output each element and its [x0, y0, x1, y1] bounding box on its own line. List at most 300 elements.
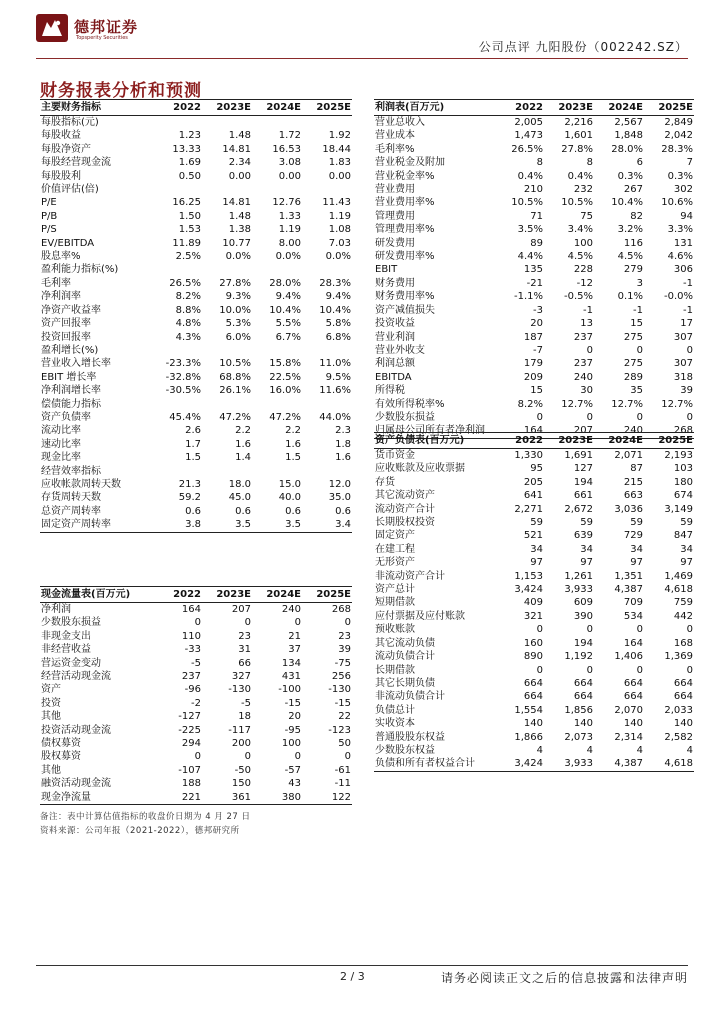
row-label: 负债和所有者权益合计 — [374, 757, 494, 771]
cell-value: -23.3% — [165, 358, 201, 370]
row-label: 营运资金变动 — [41, 657, 101, 669]
cell-value: -1 — [583, 304, 593, 316]
table-title: 现金流量表(百万元) — [40, 587, 152, 603]
row-label: 其它流动资产 — [375, 490, 435, 502]
row-label: 负债总计 — [375, 704, 415, 716]
cell-value: 10.5% — [219, 358, 251, 370]
row-label: 毛利率% — [375, 143, 415, 155]
cell-value: 97 — [630, 557, 643, 569]
row-label: 资产 — [41, 684, 61, 696]
cell-value: 3,424 — [514, 584, 543, 596]
table-row — [374, 717, 694, 730]
row-label: EBIT — [375, 264, 398, 276]
cell-value: 15 — [530, 385, 543, 397]
table-row — [40, 424, 352, 437]
cell-value: 0 — [586, 344, 593, 356]
cell-value: 0.0% — [325, 251, 351, 263]
table-row — [374, 116, 694, 130]
table-row — [374, 757, 694, 771]
cell-value: 1.19 — [328, 210, 351, 222]
table-row — [374, 156, 694, 169]
cell-value: 294 — [181, 738, 201, 750]
cell-value: 207 — [544, 424, 594, 438]
cell-value: -5 — [241, 697, 251, 709]
cell-value: 1.83 — [328, 157, 351, 169]
cell-value: -123 — [328, 724, 351, 736]
cell-value: 10.4% — [269, 304, 301, 316]
cell-value: 140 — [573, 718, 593, 730]
table-title: 主要财务指标 — [40, 100, 152, 116]
cell-value: 1,192 — [564, 651, 593, 663]
column-header: 2024E — [252, 100, 302, 116]
cell-value: 15.0 — [278, 478, 301, 490]
cell-value: 2.3 — [335, 425, 351, 437]
cell-value: 10.6% — [661, 197, 693, 209]
table-row — [374, 503, 694, 516]
cell-value: 50 — [338, 738, 351, 750]
page-number: 2 / 3 — [340, 970, 365, 983]
row-label: 非现金支出 — [41, 630, 91, 642]
row-label: 营业外收支 — [375, 344, 425, 356]
cell-value: 1.6 — [235, 438, 251, 450]
row-label: 投资 — [41, 697, 61, 709]
cell-value: 240 — [573, 371, 593, 383]
cell-value: 0 — [294, 617, 301, 629]
column-header: 2023E — [544, 100, 594, 116]
cell-value: -1 — [683, 304, 693, 316]
column-header: 2022 — [494, 100, 544, 116]
footnote-source: 资料来源：公司年报（2021-2022），德邦研究所 — [40, 826, 240, 836]
cell-value: 2,314 — [614, 731, 643, 743]
cell-value: 237 — [573, 331, 593, 343]
row-label: P/S — [41, 224, 57, 236]
cell-value: 9.3% — [225, 291, 251, 303]
table-row — [374, 489, 694, 502]
table-row — [40, 777, 352, 790]
cell-value: 1.4 — [235, 452, 251, 464]
table-row — [40, 384, 352, 397]
row-label: 营业税金率% — [375, 170, 435, 182]
row-label: 其他 — [41, 711, 61, 723]
cell-value: 5.8% — [325, 318, 351, 330]
cell-value: 0 — [294, 751, 301, 763]
cell-value: 390 — [573, 610, 593, 622]
cell-value: -50 — [234, 764, 251, 776]
cell-value — [152, 465, 202, 478]
row-label: EBITDA — [375, 371, 412, 383]
table-row — [40, 411, 352, 424]
cell-value: 10.4% — [611, 197, 643, 209]
cell-value: 2,567 — [614, 117, 643, 128]
cell-value: 664 — [573, 691, 593, 703]
cell-value: 3.5% — [517, 224, 543, 236]
cell-value: 34 — [630, 543, 643, 555]
cell-value: 87 — [630, 463, 643, 475]
cell-value: 256 — [331, 671, 351, 683]
cell-value: -1 — [683, 277, 693, 289]
row-label: 投资收益 — [375, 318, 415, 330]
cell-value: -33 — [184, 644, 201, 656]
cell-value: 209 — [523, 371, 543, 383]
cell-value: 27.8% — [561, 143, 593, 155]
cell-value: 180 — [673, 476, 693, 488]
cell-value: 2,005 — [514, 117, 543, 128]
cell-value: 1.48 — [228, 130, 251, 142]
table-row — [374, 290, 694, 303]
cell-value: 27.8% — [219, 277, 251, 289]
cell-value: 0 — [686, 624, 693, 636]
cell-value: 21.3 — [178, 478, 201, 490]
cell-value: 0.0% — [225, 251, 251, 263]
cell-value: 664 — [523, 677, 543, 689]
cell-value: 68.8% — [219, 371, 251, 383]
cell-value: 2.5% — [175, 251, 201, 263]
cell-value: 13 — [580, 318, 593, 330]
cell-value: 1.6 — [335, 452, 351, 464]
cell-value: 6 — [636, 157, 643, 169]
table-row — [40, 304, 352, 317]
cell-value: -96 — [184, 684, 201, 696]
cell-value: 194 — [573, 476, 593, 488]
row-label: 股权募资 — [41, 751, 81, 763]
cell-value: 661 — [573, 490, 593, 502]
table-row — [40, 750, 352, 763]
footnote-valuation: 备注：表中计算估值指标的收盘价日期为 4 月 27 日 — [40, 812, 251, 822]
cell-value: 664 — [673, 691, 693, 703]
cell-value: 140 — [523, 718, 543, 730]
table-row — [374, 344, 694, 357]
cell-value: 16.0% — [269, 385, 301, 397]
row-label: 实收资本 — [375, 718, 415, 730]
row-label: 货币资金 — [375, 450, 415, 461]
cell-value — [302, 116, 352, 130]
cell-value: 16.25 — [172, 197, 201, 209]
cell-value: 0.3% — [667, 170, 693, 182]
cell-value: -75 — [334, 657, 351, 669]
row-label: 应收帐款周转天数 — [41, 478, 121, 490]
table-row — [374, 543, 694, 556]
cell-value: 3.3% — [667, 224, 693, 236]
cell-value: 188 — [181, 778, 201, 790]
table-row — [40, 398, 352, 411]
row-label: 存货周转天数 — [41, 492, 101, 504]
cell-value: 26.5% — [169, 277, 201, 289]
cell-value: 97 — [680, 557, 693, 569]
cell-value: 442 — [673, 610, 693, 622]
cell-value: 122 — [302, 791, 352, 805]
cell-value: 2,582 — [664, 731, 693, 743]
cell-value: 7.03 — [328, 237, 351, 249]
cell-value — [152, 116, 202, 130]
cell-value: 3.4% — [567, 224, 593, 236]
cell-value: 321 — [523, 610, 543, 622]
table-row — [374, 237, 694, 250]
cell-value: 2.34 — [228, 157, 251, 169]
cell-value: 34 — [580, 543, 593, 555]
row-label: 现金比率 — [41, 452, 81, 464]
cell-value: 1.33 — [278, 210, 301, 222]
cell-value: 1.69 — [178, 157, 201, 169]
cell-value — [152, 398, 202, 411]
row-label: 少数股东损益 — [41, 617, 101, 629]
cell-value: 39 — [338, 644, 351, 656]
cell-value: 21 — [288, 630, 301, 642]
table-header-row — [374, 433, 694, 449]
cell-value: 1,866 — [514, 731, 543, 743]
cell-value: 0.6 — [335, 505, 351, 517]
row-label: 利润总额 — [375, 358, 415, 370]
cell-value: 431 — [281, 671, 301, 683]
header-divider — [36, 58, 688, 59]
cell-value: 110 — [181, 630, 201, 642]
row-label: 债权募资 — [41, 738, 81, 750]
table-row — [40, 183, 352, 196]
cell-value: 3 — [636, 277, 643, 289]
row-label: 每股股利 — [41, 170, 81, 182]
cell-value: 89 — [530, 237, 543, 249]
cell-value: 31 — [238, 644, 251, 656]
row-label: 偿债能力指标 — [41, 398, 101, 410]
cell-value: 1.7 — [185, 438, 201, 450]
cell-value: 1,261 — [564, 570, 593, 582]
cell-value — [202, 183, 252, 196]
cell-value: 28.0% — [611, 143, 643, 155]
cell-value: 10.4% — [319, 304, 351, 316]
cell-value: 0.4% — [567, 170, 593, 182]
table-row — [374, 357, 694, 370]
row-label: 普通股股东权益 — [375, 731, 445, 743]
table-row — [374, 744, 694, 757]
row-label: 速动比率 — [41, 438, 81, 450]
cell-value — [252, 344, 302, 357]
row-label: 非流动资产合计 — [375, 570, 445, 582]
table-row — [374, 183, 694, 196]
row-label: 固定资产 — [375, 530, 415, 542]
table-row — [40, 170, 352, 183]
cell-value: 97 — [530, 557, 543, 569]
cell-value: 100 — [573, 237, 593, 249]
cell-value: 59 — [530, 517, 543, 529]
cell-value: 35 — [630, 385, 643, 397]
table-row — [374, 210, 694, 223]
cell-value: 26.5% — [511, 143, 543, 155]
cell-value: 164 — [623, 637, 643, 649]
cell-value: 4.3% — [175, 331, 201, 343]
table-row — [40, 465, 352, 478]
cell-value: 664 — [523, 691, 543, 703]
cell-value: 327 — [231, 671, 251, 683]
cell-value: 1,554 — [514, 704, 543, 716]
cell-value: 302 — [673, 184, 693, 196]
cell-value: 1.6 — [285, 438, 301, 450]
cell-value: 0 — [586, 411, 593, 423]
cell-value: 168 — [673, 637, 693, 649]
table-row — [40, 129, 352, 142]
cell-value: 8 — [536, 157, 543, 169]
cell-value: 268 — [644, 424, 694, 438]
cell-value: 9.4% — [325, 291, 351, 303]
cell-value: 759 — [673, 597, 693, 609]
row-label: P/B — [41, 210, 58, 222]
table-header-row — [40, 100, 352, 116]
row-label: 应收账款及应收票据 — [375, 463, 465, 475]
cell-value: 3,424 — [494, 757, 544, 771]
cell-value: 3,933 — [564, 584, 593, 596]
table-row — [40, 603, 352, 617]
table-row — [374, 277, 694, 290]
cell-value: 664 — [673, 677, 693, 689]
cell-value: 0 — [586, 624, 593, 636]
row-label: 其他 — [41, 764, 61, 776]
cell-value: 0 — [636, 664, 643, 676]
cell-value: 5.5% — [275, 318, 301, 330]
cell-value: 1.38 — [228, 224, 251, 236]
cell-value: 664 — [623, 677, 643, 689]
cell-value: 674 — [673, 490, 693, 502]
cell-value: 12.7% — [561, 398, 593, 410]
row-label: 每股净资产 — [41, 143, 91, 155]
cell-value: -7 — [533, 344, 543, 356]
row-label: 存货 — [375, 476, 395, 488]
row-label: 现金净流量 — [40, 791, 152, 805]
table-row — [374, 570, 694, 583]
row-label: 毛利率 — [41, 277, 71, 289]
cell-value: 609 — [573, 597, 593, 609]
cell-value: 641 — [523, 490, 543, 502]
cell-value: 268 — [331, 604, 351, 615]
cell-value: 37 — [288, 644, 301, 656]
cell-value: -21 — [526, 277, 543, 289]
table-row — [374, 250, 694, 263]
row-label: 少数股东权益 — [375, 744, 435, 756]
table-row — [374, 263, 694, 276]
table-row — [374, 143, 694, 156]
table-row — [40, 317, 352, 330]
row-label: 营业利润 — [375, 331, 415, 343]
table-row — [374, 704, 694, 717]
cell-value: 0.6 — [235, 505, 251, 517]
cell-value: 100 — [281, 738, 301, 750]
cell-value: 1.50 — [178, 210, 201, 222]
cell-value: 4,387 — [614, 584, 643, 596]
cell-value: 1.8 — [335, 438, 351, 450]
cell-value: -1.1% — [513, 291, 543, 303]
cell-value: 306 — [673, 264, 693, 276]
cell-value: 131 — [673, 237, 693, 249]
row-label: 营业费用 — [375, 184, 415, 196]
cell-value — [252, 465, 302, 478]
column-header: 2023E — [202, 587, 252, 603]
cell-value: 0.4% — [517, 170, 543, 182]
cell-value: 4,618 — [644, 757, 694, 771]
table-row — [40, 518, 352, 532]
row-label: 营业收入增长率 — [41, 358, 111, 370]
cell-value: 1.5 — [285, 452, 301, 464]
cell-value: -130 — [328, 684, 351, 696]
cell-value: 2,042 — [664, 130, 693, 142]
table-row — [40, 670, 352, 683]
cell-value: 12.0 — [328, 478, 351, 490]
cell-value: 20 — [288, 711, 301, 723]
table-row — [374, 650, 694, 663]
cell-value: 275 — [623, 358, 643, 370]
cell-value: 729 — [623, 530, 643, 542]
cell-value: 28.3% — [661, 143, 693, 155]
disclaimer-text: 请务必阅读正文之后的信息披露和法律声明 — [440, 971, 688, 985]
cell-value — [202, 465, 252, 478]
table-row — [40, 478, 352, 491]
cell-value: 15 — [630, 318, 643, 330]
cell-value: 1,473 — [514, 130, 543, 142]
cell-value: 35.0 — [328, 492, 351, 504]
cell-value: 0.6 — [285, 505, 301, 517]
table-row — [374, 129, 694, 142]
cell-value: 0.6 — [185, 505, 201, 517]
cell-value: -3 — [533, 304, 543, 316]
cell-value: 4 — [636, 744, 643, 756]
cell-value: 307 — [673, 331, 693, 343]
table-row — [374, 677, 694, 690]
cell-value: 4 — [586, 744, 593, 756]
cell-value: 0 — [636, 624, 643, 636]
footer-divider — [36, 965, 688, 966]
table-row — [40, 357, 352, 370]
table-row — [40, 505, 352, 518]
cell-value: 179 — [523, 358, 543, 370]
cell-value: 59 — [680, 517, 693, 529]
cell-value: 140 — [623, 718, 643, 730]
cell-value: 0 — [244, 751, 251, 763]
cell-value: 97 — [580, 557, 593, 569]
cell-value: 47.2% — [219, 411, 251, 423]
cell-value: 3,036 — [614, 503, 643, 515]
cell-value: 6.0% — [225, 331, 251, 343]
cell-value: -100 — [278, 684, 301, 696]
cell-value: 0 — [536, 624, 543, 636]
cell-value: 1,330 — [514, 450, 543, 461]
table-row — [374, 623, 694, 636]
cell-value: 0 — [536, 664, 543, 676]
cell-value: 9.4% — [275, 291, 301, 303]
cell-value: -5 — [191, 657, 201, 669]
cell-value: 160 — [523, 637, 543, 649]
cell-value: 639 — [573, 530, 593, 542]
cell-value: 16.53 — [272, 143, 301, 155]
row-label: 资产回报率 — [41, 318, 91, 330]
table-row — [40, 643, 352, 656]
cell-value: 289 — [623, 371, 643, 383]
table-row — [374, 596, 694, 609]
cell-value: 3.2% — [617, 224, 643, 236]
cell-value: 1,351 — [614, 570, 643, 582]
cell-value: 210 — [523, 184, 543, 196]
cell-value: 521 — [523, 530, 543, 542]
cell-value: 34 — [530, 543, 543, 555]
table-row — [40, 791, 352, 805]
column-header: 2024E — [594, 433, 644, 449]
cell-value: 2.6 — [185, 425, 201, 437]
cell-value: 0 — [586, 664, 593, 676]
brand-logo-icon — [36, 14, 68, 42]
cell-value: -12 — [576, 277, 593, 289]
cell-value: 8.8% — [175, 304, 201, 316]
table-title: 资产负债表(百万元) — [374, 433, 494, 449]
cell-value: 164 — [181, 604, 201, 615]
cell-value: 4 — [686, 744, 693, 756]
table-row — [374, 664, 694, 677]
table-row — [40, 196, 352, 209]
cell-value: 205 — [523, 476, 543, 488]
